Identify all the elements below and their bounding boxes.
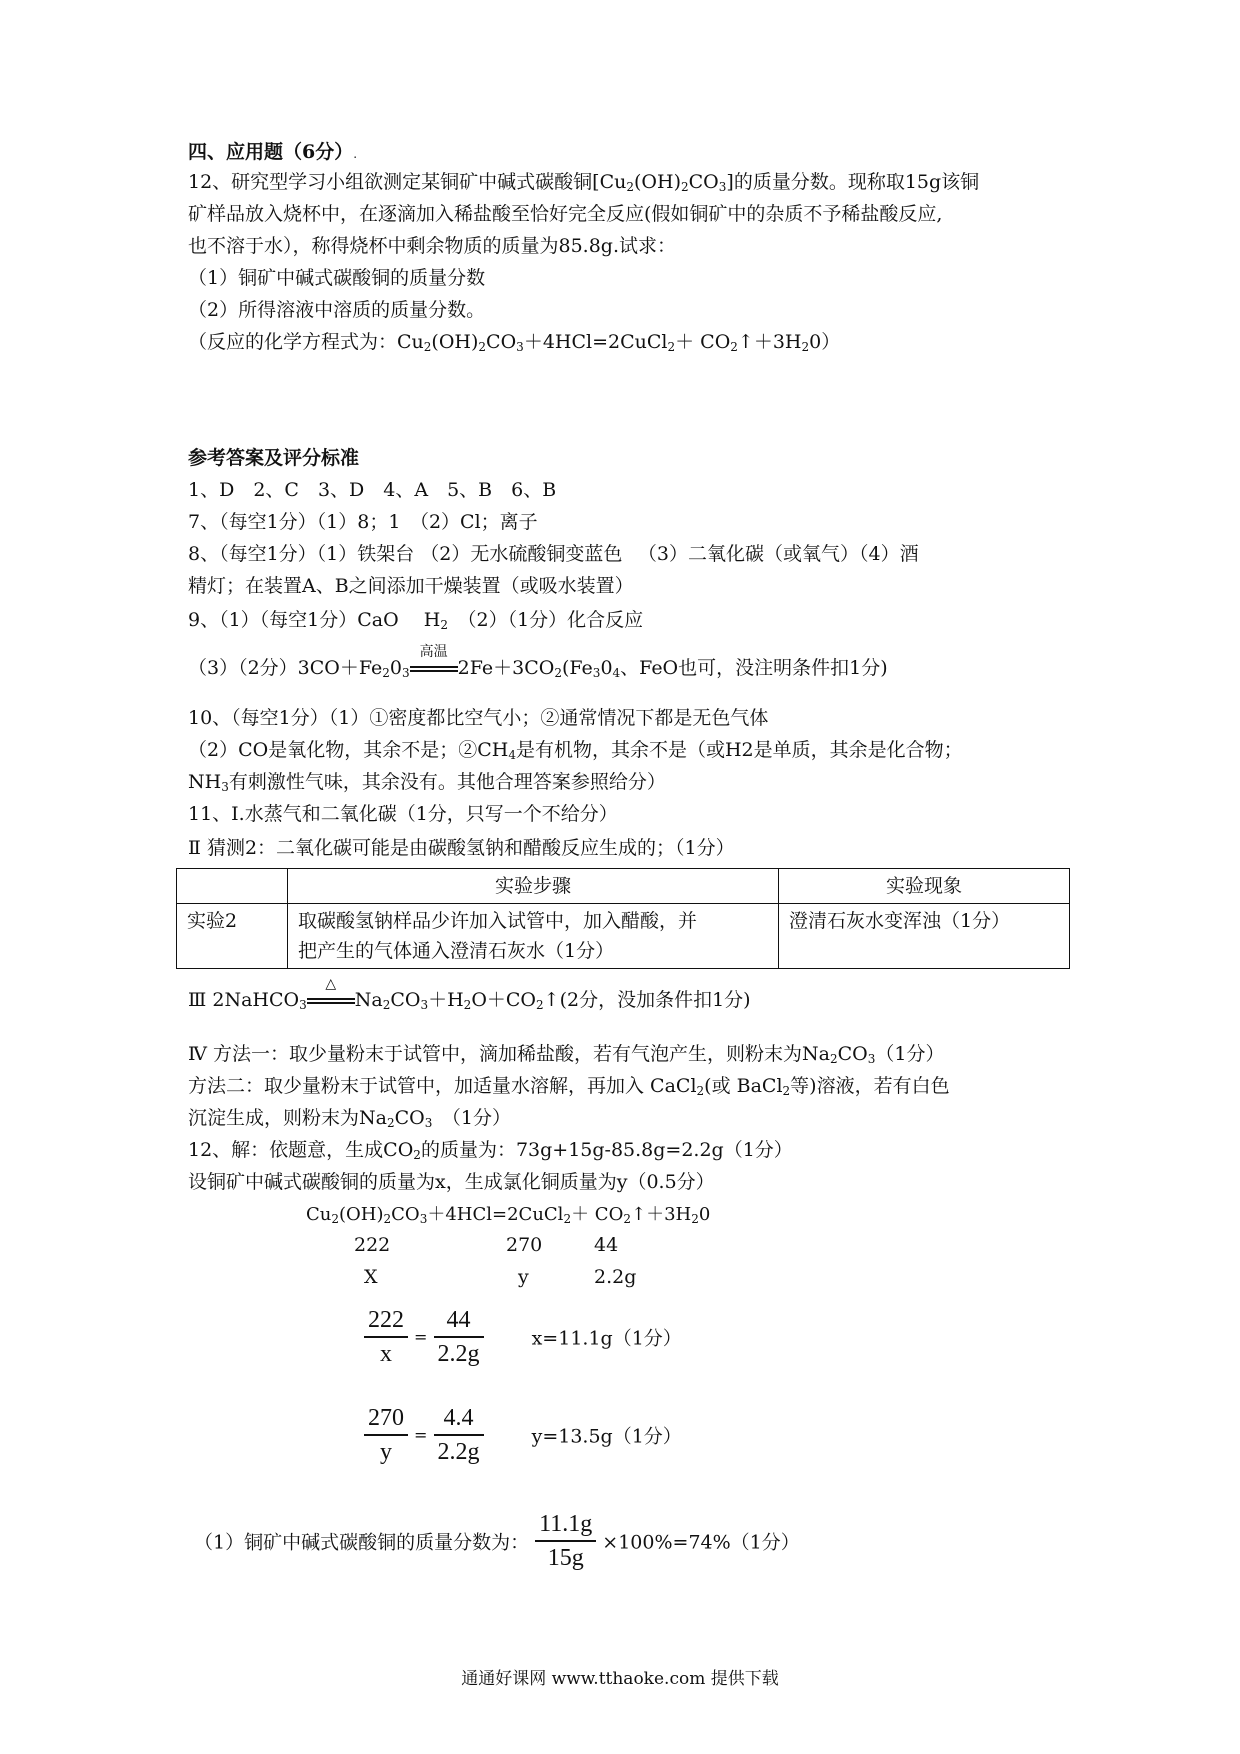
answer-line: （3）（2分）$3CO+Fe_20_3$ 高温 $2Fe+3CO_2(Fe_30_4$、FeO也可，没注明条件扣1分): [188, 644, 888, 680]
proportion-equation: $\frac{222}{x}$ = $\frac{44}{2.2g}$ x=11.1g（1分）: [364, 1304, 682, 1370]
answer-line: 7、（每空1分）（1）8；1 （2）Cl；离子: [188, 511, 538, 533]
molar-mass-value: 222: [354, 1234, 391, 1256]
question-12-line: 矿样品放入烧杯中，在逐滴加入稀盐酸至恰好完全反应(假如铜矿中的杂质不予稀盐酸反应,: [188, 203, 943, 225]
fraction: $\frac{222}{x}$: [364, 1304, 408, 1370]
final-answer: （1）铜矿中碱式碳酸铜的质量分数为： $\frac{11.1g}{15g}$ ×100%=74%（1分）: [194, 1508, 800, 1574]
answer-line: 9、（1）（每空1分）CaO $H_2$ （2）（1分）化合反应: [188, 609, 644, 632]
unknown-value: 2.2g: [594, 1266, 637, 1288]
table-row: [177, 904, 1070, 969]
answer-line: 8、（每空1分）（1）铁架台 （2）无水硫酸铜变蓝色 （3）二氧化碳（或氧气）（4）酒: [188, 543, 919, 565]
answer-line: 12、解：依题意，生成$CO_2$的质量为：73g+15g-85.8g=2.2g（1分）: [188, 1139, 793, 1162]
fraction: $\frac{4.4}{2.2g}$: [434, 1402, 484, 1468]
experiment-table: [176, 868, 1070, 969]
table-header: 实验步骤: [288, 869, 779, 904]
molar-mass-value: 270: [506, 1234, 543, 1256]
table-cell: 实验2: [177, 904, 288, 969]
answer-line: $NH_3$有刺激性气味，其余没有。其他合理答案参照给分）: [188, 771, 666, 794]
unknown-value: y: [518, 1266, 529, 1288]
question-12-subquestion: （1）铜矿中碱式碳酸铜的质量分数: [188, 267, 486, 289]
reaction-equation: （反应的化学方程式为：$Cu_2(OH)_2CO_3+4HCl=2CuCl_2+$ $CO_2↑+3H_20$）: [188, 331, 841, 354]
reaction-condition-arrow: △: [307, 986, 355, 1014]
answer-line: Ⅲ 2NaHCO$_3$ △ $Na_2CO_3+H_2O+CO_2↑(2$分，没加条件扣1分): [188, 976, 751, 1012]
unknown-value: X: [364, 1266, 378, 1288]
answers-heading: 参考答案及评分标准: [188, 447, 360, 469]
answer-line: Ⅳ 方法一：取少量粉末于试管中，滴加稀盐酸，若有气泡产生，则粉末为$Na_2CO_3(1$分）: [188, 1043, 945, 1066]
table-cell: 取碳酸氢钠样品少许加入试管中，加入醋酸，并 把产生的气体通入澄清石灰水（1分）: [288, 904, 779, 969]
table-header: 实验现象: [779, 869, 1070, 904]
section-heading: 四、应用题（6分）.: [188, 141, 358, 163]
question-12-subquestion: （2）所得溶液中溶质的质量分数。: [188, 299, 486, 321]
answer-line: 沉淀生成，则粉末为$Na_2CO_3$ （1分）: [188, 1107, 511, 1130]
fraction: $\frac{44}{2.2g}$: [434, 1304, 484, 1370]
answer-line: Ⅱ 猜测2：二氧化碳可能是由碳酸氢钠和醋酸反应生成的；（1分）: [188, 837, 735, 859]
table-header: [177, 869, 288, 904]
proportion-equation: $\frac{270}{y}$ = $\frac{4.4}{2.2g}$ y=13.5g（1分）: [364, 1402, 682, 1468]
molar-mass-value: 44: [594, 1234, 619, 1256]
page-footer: 通通好课网 www.tthaoke.com 提供下载: [461, 1669, 779, 1689]
table-header-row: [177, 869, 1070, 904]
answer-line: 精灯；在装置A、B之间添加干燥装置（或吸水装置）: [188, 575, 634, 597]
fraction: $\frac{270}{y}$: [364, 1402, 408, 1468]
question-12-line: 12、研究型学习小组欲测定某铜矿中碱式碳酸铜$[Cu_2(OH)_2CO_3]$的质量分数。现称取15g该铜: [188, 171, 980, 194]
solution-equation: $Cu_2(OH)_2CO_3+4HCl=2CuCl_2+$ $CO_2↑+3H_20$: [306, 1204, 711, 1226]
answer-line: 1、D 2、C 3、D 4、A 5、B 6、B: [188, 479, 557, 501]
fraction: $\frac{11.1g}{15g}$: [535, 1508, 596, 1574]
answer-line: 10、（每空1分）（1）①密度都比空气小；②通常情况下都是无色气体: [188, 707, 769, 729]
answer-line: （2）CO是氧化物，其余不是；$②CH_4$是有机物，其余不是（或H2是单质，其余是化合物；: [188, 739, 963, 762]
table-cell: 澄清石灰水变浑浊（1分）: [779, 904, 1070, 969]
answer-line: 设铜矿中碱式碳酸铜的质量为x，生成氯化铜质量为y（0.5分）: [188, 1171, 715, 1193]
reaction-condition-arrow: 高温: [410, 654, 458, 682]
question-12-line: 也不溶于水），称得烧杯中剩余物质的质量为85.8g.试求：: [188, 235, 677, 257]
answer-line: 方法二：取少量粉末于试管中，加适量水溶解，再加入 CaCl$_2$(或 BaCl$_2$等)溶液，若有白色: [188, 1075, 950, 1098]
answer-line: 11、Ⅰ.水蒸气和二氧化碳（1分，只写一个不给分）: [188, 803, 618, 825]
